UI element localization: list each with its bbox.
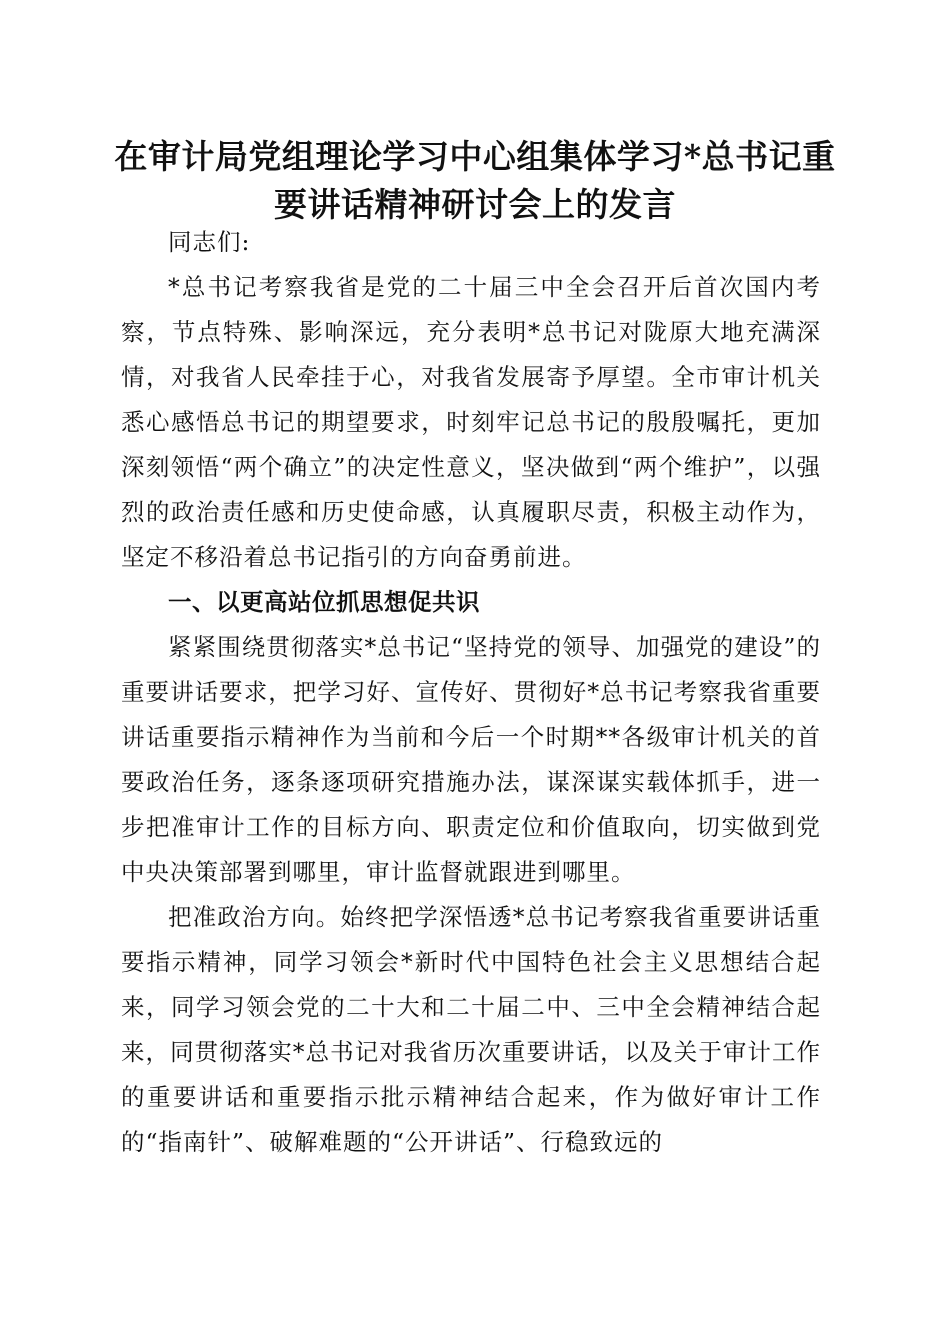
- document-body: [121, 220, 821, 1165]
- intro-paragraph: *总书记考察我省是党的二十届三中全会召开后首次国内考察，节点特殊、影响深远，充分表明*总书记对陇原大地充满深情，对我省人民牵挂于心，对我省发展寄予厚望。全市审计机关悉心感悟总书记的期望要求，时刻牢记总书记的殷殷嘱托，更加深刻领悟“两个确立”的决定性意义，坚决做到“两个维护”，以强烈的政治责任感和历史使命感，认真履职尽责，积极主动作为，坚定不移沿着总书记指引的方向奋勇前进。: [121, 273, 821, 571]
- salutation: 同志们:: [168, 228, 251, 256]
- document-title: 在审计局党组理论学习中心组集体学习*总书记重要讲话精神研讨会上的发言: [114, 137, 836, 224]
- section-heading: 一、以更高站位抓思想促共识: [168, 588, 480, 616]
- section-paragraph: 把准政治方向。始终把学深悟透*总书记考察我省重要讲话重要指示精神，同学习领会*新时代中国特色社会主义思想结合起来，同学习领会党的二十大和二十届二中、三中全会精神结合起来，同贯彻落实*总书记对我省历次重要讲话，以及关于审计工作的重要讲话和重要指示批示精神结合起来，作为做好审计工作的“指南针”、破解难题的“公开讲话”、行稳致远的: [121, 903, 821, 1156]
- section-paragraph: 紧紧围绕贯彻落实*总书记“坚持党的领导、加强党的建设”的重要讲话要求，把学习好、宣传好、贯彻好*总书记考察我省重要讲话重要指示精神作为当前和今后一个时期**各级审计机关的首要政治任务，逐条逐项研究措施办法，谋深谋实载体抓手，进一步把准审计工作的目标方向、职责定位和价值取向，切实做到党中央决策部署到哪里，审计监督就跟进到哪里。: [121, 633, 821, 886]
